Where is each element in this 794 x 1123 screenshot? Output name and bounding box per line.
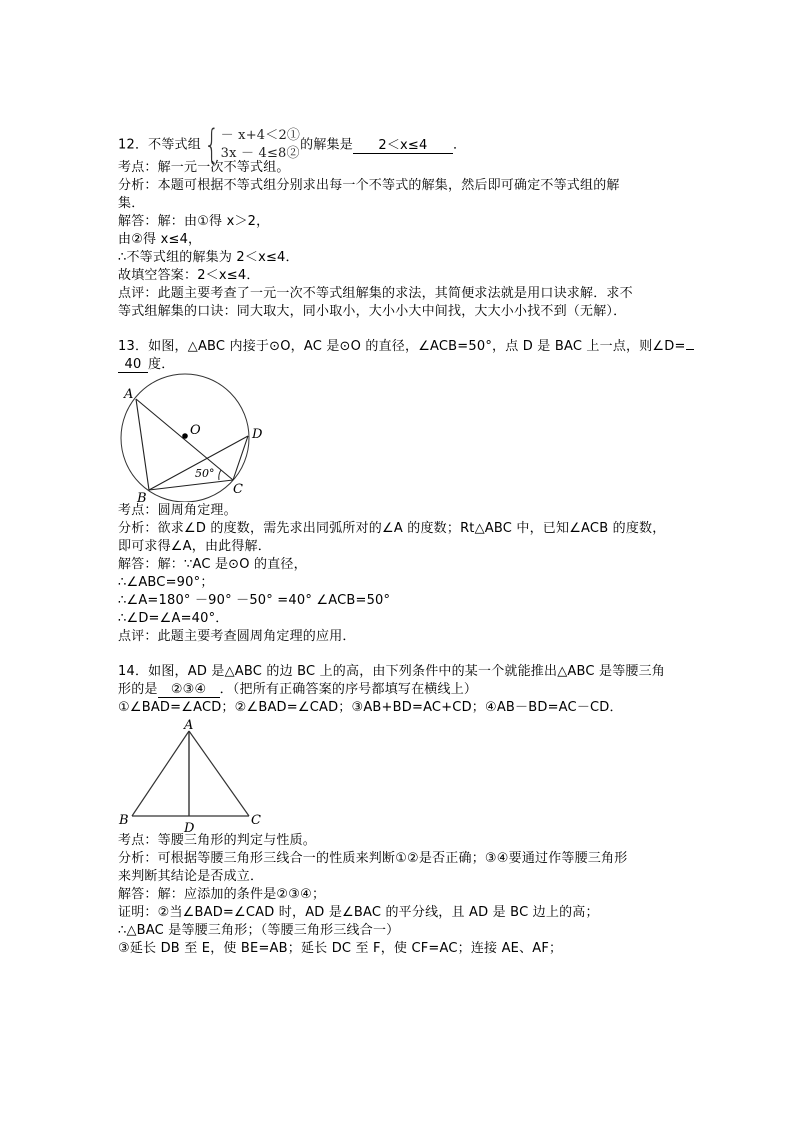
q14-stem-suffix: ．（把所有正确答案的序号都填写在横线上） xyxy=(219,682,478,697)
q12-jieda-line1: 解答：解：由①得 x＞2， xyxy=(118,214,270,229)
q14-fenxi-line2: 来判断其结论是否成立． xyxy=(118,869,264,884)
q12-inequality-2: 3x － 4≤8② xyxy=(220,146,300,161)
q13-jieda-line2: ∴∠ABC=90°； xyxy=(118,575,214,590)
label-c: C xyxy=(233,482,243,497)
q12-fenxi-line1: 分析：本题可根据不等式组分别求出每一个不等式的解集，然后即可确定不等式组的解 xyxy=(118,178,620,193)
q13-kaodian: 考点：圆周角定理。 xyxy=(118,503,237,518)
q14-stem-prefix: 形的是 xyxy=(118,682,158,697)
label-c: C xyxy=(251,813,261,828)
q14-kaodian: 考点：等腰三角形的判定与性质。 xyxy=(118,833,317,848)
q14-jieda-line2: 证明：②当∠BAD=∠CAD 时，AD 是∠BAC 的平分线，且 AD 是 BC 边上的高； xyxy=(118,905,599,920)
q12-prefix: 不等式组 xyxy=(148,137,201,153)
q13-jieda-line1: 解答：解：∵AC 是⊙O 的直径， xyxy=(118,557,307,572)
q14-jieda-line3: ∴△BAC 是等腰三角形；（等腰三角形三线合一） xyxy=(118,923,400,938)
q14-stem-line1: 14．如图，AD 是△ABC 的边 BC 上的高，由下列条件中的某一个就能推出△ABC 是等腰三角 xyxy=(118,664,665,679)
label-d: D xyxy=(252,427,263,442)
label-o: O xyxy=(190,423,201,438)
q12-dianping-line1: 点评：此题主要考查了一元一次不等式组解集的求法，其简便求法就是用口诀求解．求不 xyxy=(118,286,633,301)
q14-answer-blank: ②③④ xyxy=(158,682,220,698)
label-a: A xyxy=(124,387,134,402)
q14-triangle-figure xyxy=(113,718,273,840)
q12-fenxi-line2: 集． xyxy=(118,196,145,211)
q12-suffix: 的解集是 xyxy=(300,137,353,153)
q14-options: ①∠BAD=∠ACD；②∠BAD=∠CAD；③AB+BD=AC+CD；④AB－BD=AC－CD． xyxy=(118,700,623,715)
q12-end: ． xyxy=(452,137,467,153)
q13-answer-blank: 40 xyxy=(118,357,148,373)
q12-jieda-line3: ∴不等式组的解集为 2＜x≤4． xyxy=(118,250,299,265)
q12-jieda-line4: 故填空答案：2＜x≤4． xyxy=(118,268,260,283)
q12-number: 12． xyxy=(118,137,149,153)
q12-jieda-line2: 由②得 x≤4， xyxy=(118,232,202,247)
label-b: B xyxy=(119,813,129,828)
q13-blank-start xyxy=(686,349,694,350)
label-d: D xyxy=(184,821,195,836)
q14-jieda-line1: 解答：解：应添加的条件是②③④； xyxy=(118,887,326,902)
q12-answer-blank: 2＜x≤4 xyxy=(353,138,453,154)
q13-stem-text: 13．如图，△ABC 内接于⊙O，AC 是⊙O 的直径，∠ACB=50°，点 D 是 BAC 上一点，则∠D= xyxy=(118,339,686,354)
q13-dianping: 点评：此题主要考查圆周角定理的应用． xyxy=(118,629,356,644)
q12-inequality-1: － x+4＜2① xyxy=(220,128,301,143)
q12-dianping-line2: 等式组解集的口诀：同大取大，同小取小，大小小大中间找，大大小小找不到（无解）． xyxy=(118,304,627,319)
q14-fenxi-line1: 分析：可根据等腰三角形三线合一的性质来判断①②是否正确；③④要通过作等腰三角形 xyxy=(118,851,628,866)
q13-circle-figure xyxy=(115,372,275,502)
q13-fenxi-line1: 分析：欲求∠D 的度数，需先求出同弧所对的∠A 的度数；Rt△ABC 中，已知∠ACB 的度数， xyxy=(118,521,666,536)
q12-kaodian: 考点：解一元一次不等式组。 xyxy=(118,160,290,175)
q14-stem-line2 xyxy=(118,681,477,699)
q13-stem-line1 xyxy=(118,338,694,356)
q14-jieda-line4: ③延长 DB 至 E，使 BE=AB；延长 DC 至 F，使 CF=AC；连接 AE、AF； xyxy=(118,941,563,956)
label-b: B xyxy=(137,491,147,502)
q13-stem-suffix: 度． xyxy=(148,357,175,372)
brace-symbol: { xyxy=(204,122,220,168)
q13-jieda-line4: ∴∠D=∠A=40°． xyxy=(118,611,229,626)
q13-fenxi-line2: 即可求得∠A，由此得解． xyxy=(118,539,271,554)
angle-label: 50° xyxy=(195,467,215,480)
q13-jieda-line3: ∴∠A=180° －90° －50° =40° ∠ACB=50° xyxy=(118,593,391,608)
center-point xyxy=(182,433,188,439)
label-a: A xyxy=(184,718,194,733)
